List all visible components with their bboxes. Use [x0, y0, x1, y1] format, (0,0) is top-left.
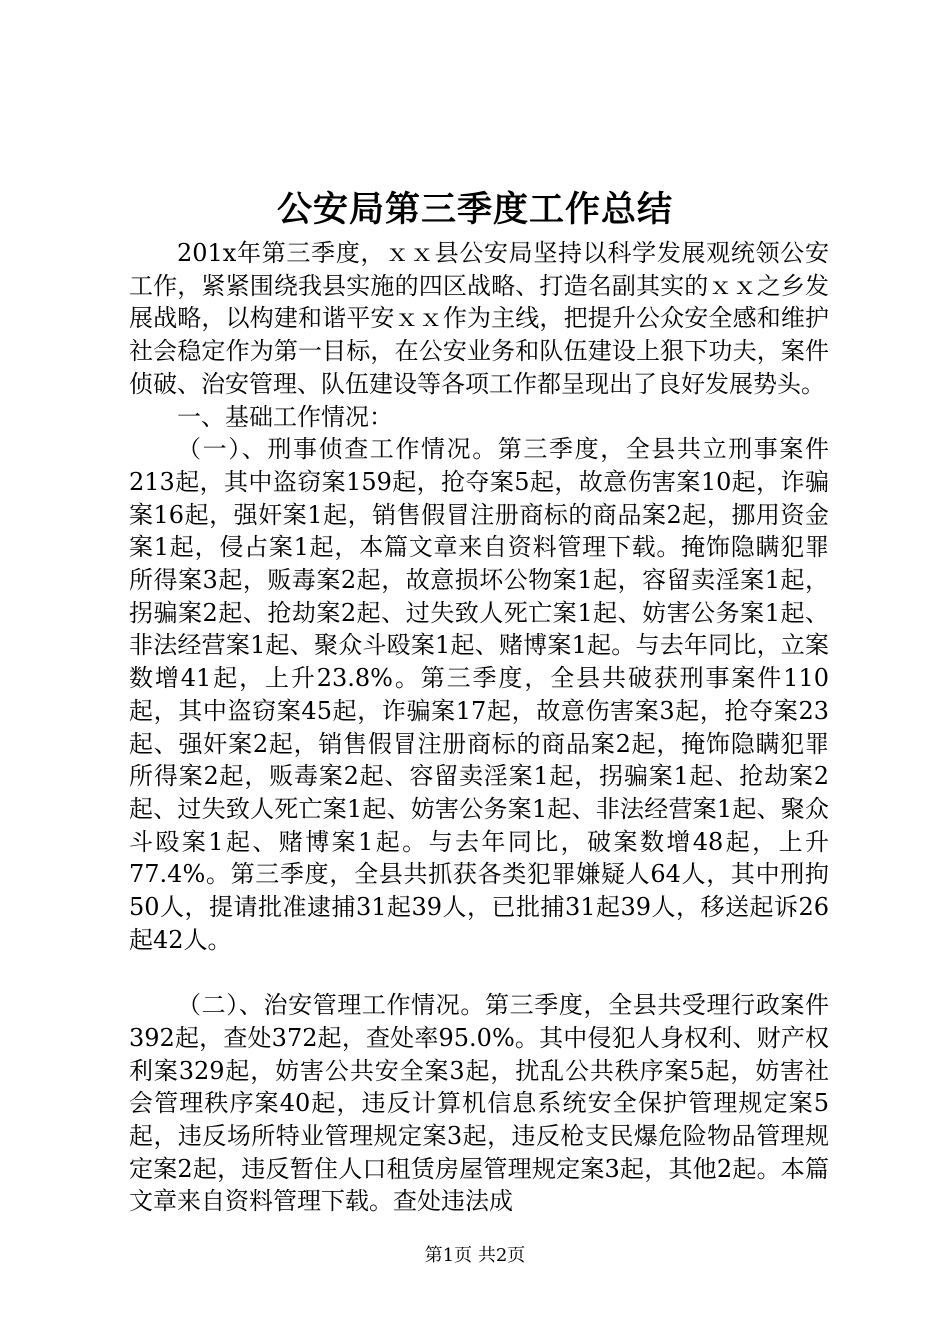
- paragraph-criminal-investigation: （一）、刑事侦查工作情况。第三季度，全县共立刑事案件213起，其中盗窃案159起，抢夺案5起，故意伤害案10起，诈骗案16起，强奸案1起，销售假冒注册商标的商品案2起，挪用资金案1起，侵占案1起，本篇文章来自资料管理下载。掩饰隐瞒犯罪所得案3起，贩毒案2起，故意损坏公物案1起，容留卖淫案1起，拐骗案2起、抢劫案2起、过失致人死亡案1起、妨害公务案1起、非法经营案1起、聚众斗殴案1起、赌博案1起。与去年同比，立案数增41起，上升23.8%。第三季度，全县共破获刑事案件110起，其中盗窃案45起，诈骗案17起，故意伤害案3起，抢夺案23起、强奸案2起，销售假冒注册商标的商品案2起，掩饰隐瞒犯罪所得案2起，贩毒案2起、容留卖淫案1起，拐骗案1起、抢劫案2起、过失致人死亡案1起、妨害公务案1起、非法经营案1起、聚众斗殴案1起、赌博案1起。与去年同比，破案数增48起，上升77.4%。第三季度，全县共抓获各类犯罪嫌疑人64人，其中刑拘50人，提请批准逮捕31起39人，已批捕31起39人，移送起诉26起42人。: [129, 435, 829, 954]
- paragraph-public-security: （二）、治安管理工作情况。第三季度，全县共受理行政案件392起，查处372起，查处率95.0%。其中侵犯人身权利、财产权利案329起，妨害公共安全案3起，扰乱公共秩序案5起，妨害社会管理秩序案40起，违反计算机信息系统安全保护管理规定案5起，违反场所特业管理规定案3起，违反枪支民爆危险物品管理规定案2起，违反暂住人口租赁房屋管理规定案3起，其他2起。本篇文章来自资料管理下载。查处违法成: [129, 991, 829, 1216]
- section-heading-basic-work: 一、基础工作情况：: [177, 402, 393, 431]
- page-number: 第1页 共2页: [424, 1245, 526, 1266]
- document-body: [129, 237, 829, 1218]
- paragraph-intro: 201x年第三季度，ｘｘ县公安局坚持以科学发展观统领公安工作，紧紧围绕我县实施的四区战略、打造名副其实的ｘｘ之乡发展战略，以构建和谐平安ｘｘ作为主线，把提升公众安全感和维护社会稳定作为第一目标，在公安业务和队伍建设上狠下功夫，案件侦破、治安管理、队伍建设等各项工作都呈现出了良好发展势头。: [129, 239, 829, 398]
- document-title: 公安局第三季度工作总结: [276, 189, 673, 230]
